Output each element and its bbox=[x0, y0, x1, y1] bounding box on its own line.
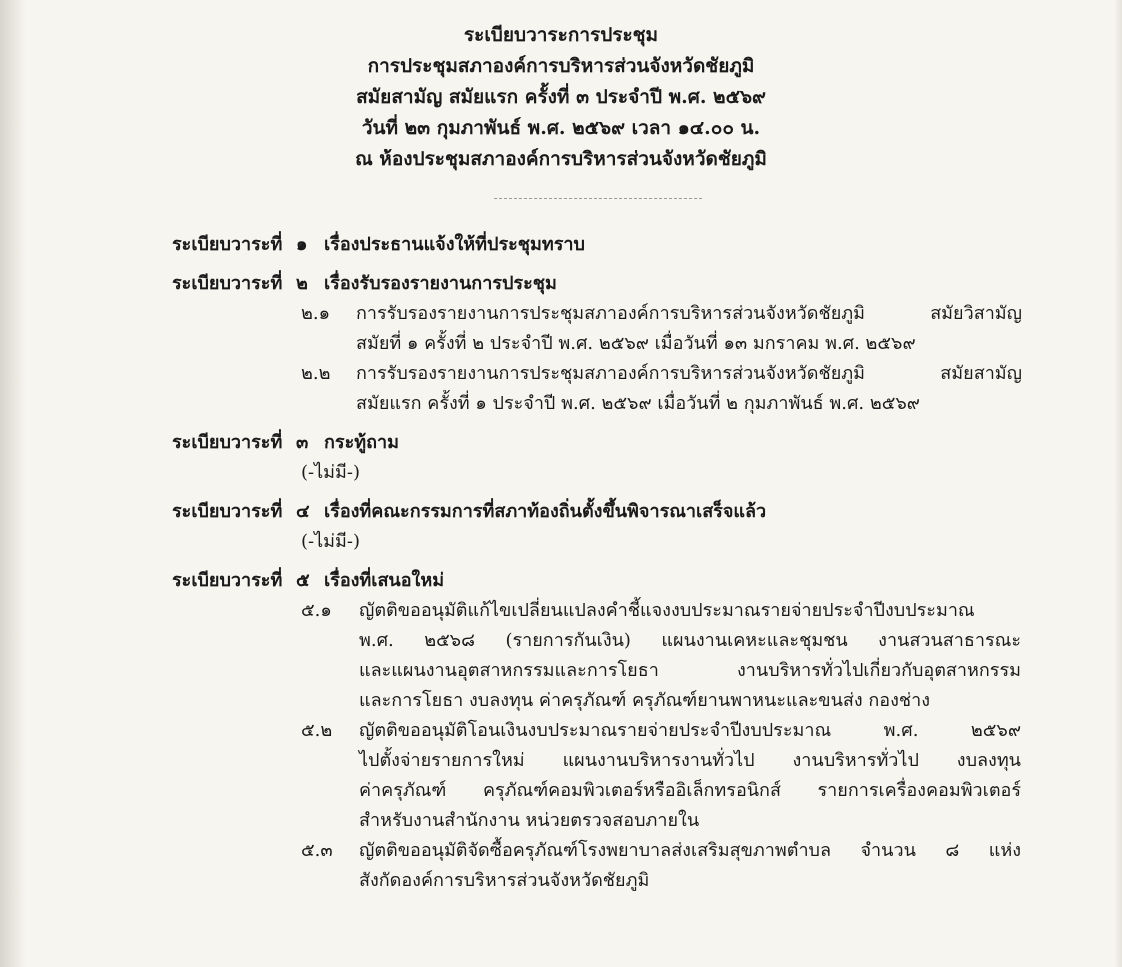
agenda-title: กระทู้ถาม bbox=[324, 432, 399, 453]
header-organization: การประชุมสภาองค์การบริหารส่วนจังหวัดชัยภูมิ bbox=[367, 55, 755, 77]
agenda-item-4 bbox=[172, 497, 1022, 557]
sub-item-text: การรับรองรายงานการประชุมสภาองค์การบริหารส่วนจังหวัดชัยภูมิ สมัยวิสามัญ bbox=[356, 303, 1022, 324]
agenda-title: เรื่องที่คณะกรรมการที่สภาท้องถิ่นตั้งขึ้นพิจารณาเสร็จแล้ว bbox=[324, 501, 767, 522]
sub-item-text: สมัยที่ ๑ ครั้งที่ ๒ ประจำปี พ.ศ. ๒๕๖๙ เมื่อวันที่ ๑๓ มกราคม พ.ศ. ๒๕๖๙ bbox=[356, 333, 916, 354]
header-date-time: วันที่ ๒๓ กุมภาพันธ์ พ.ศ. ๒๕๖๙ เวลา ๑๔.๐๐ น. bbox=[361, 117, 761, 139]
agenda-title: เรื่องประธานแจ้งให้ที่ประชุมทราบ bbox=[324, 234, 585, 255]
agenda-label: ระเบียบวาระที่ bbox=[172, 432, 283, 453]
agenda-label: ระเบียบวาระที่ bbox=[172, 570, 283, 591]
agenda-list bbox=[172, 230, 1022, 905]
sub-item-text: สังกัดองค์การบริหารส่วนจังหวัดชัยภูมิ bbox=[359, 870, 650, 891]
sub-item-text: สมัยแรก ครั้งที่ ๑ ประจำปี พ.ศ. ๒๕๖๙ เมื่อวันที่ ๒ กุมภาพันธ์ พ.ศ. ๒๕๖๙ bbox=[356, 393, 920, 414]
agenda-number: ๑ bbox=[296, 234, 308, 255]
sub-item bbox=[301, 836, 1022, 896]
sub-item-number: ๒.๑ bbox=[301, 303, 331, 324]
sub-item-text: ไปตั้งจ่ายรายการใหม่ แผนงานบริหารงานทั่วไป งานบริหารทั่วไป งบลงทุน bbox=[359, 750, 1021, 771]
sub-item-number: ๒.๒ bbox=[301, 363, 331, 384]
agenda-item-2 bbox=[172, 269, 1022, 419]
agenda-item-5 bbox=[172, 566, 1022, 896]
sub-item-text: ญัตติขออนุมัติแก้ไขเปลี่ยนแปลงคำชี้แจงงบประมาณรายจ่ายประจำปีงบประมาณ bbox=[359, 600, 975, 621]
sub-item bbox=[301, 716, 1022, 836]
agenda-title: เรื่องที่เสนอใหม่ bbox=[324, 570, 445, 591]
header-divider bbox=[494, 198, 702, 199]
agenda-label: ระเบียบวาระที่ bbox=[172, 501, 283, 522]
agenda-number: ๓ bbox=[296, 432, 309, 453]
sub-item-text: สำหรับงานสำนักงาน หน่วยตรวจสอบภายใน bbox=[359, 810, 700, 831]
agenda-none-note: (-ไม่มี-) bbox=[301, 462, 360, 483]
header-title: ระเบียบวาระการประชุม bbox=[463, 24, 659, 46]
sub-item-number: ๕.๒ bbox=[301, 720, 333, 741]
agenda-label: ระเบียบวาระที่ bbox=[172, 234, 283, 255]
agenda-item-3 bbox=[172, 428, 1022, 488]
sub-item bbox=[301, 596, 1022, 716]
agenda-label: ระเบียบวาระที่ bbox=[172, 273, 283, 294]
sub-item-text: ญัตติขออนุมัติจัดซื้อครุภัณฑ์โรงพยาบาลส่งเสริมสุขภาพตำบล จำนวน ๘ แห่ง bbox=[359, 840, 1021, 861]
agenda-none-note: (-ไม่มี-) bbox=[301, 531, 360, 552]
sub-item bbox=[301, 299, 1022, 359]
sub-item-text: และแผนงานอุตสาหกรรมและการโยธา งานบริหารทั่วไปเกี่ยวกับอุตสาหกรรม bbox=[359, 660, 1021, 681]
sub-item-text: ญัตติขออนุมัติโอนเงินงบประมาณรายจ่ายประจำปีงบประมาณ พ.ศ. ๒๕๖๙ bbox=[359, 720, 1021, 741]
agenda-title: เรื่องรับรองรายงานการประชุม bbox=[324, 273, 557, 294]
sub-item-text: การรับรองรายงานการประชุมสภาองค์การบริหารส่วนจังหวัดชัยภูมิ สมัยสามัญ bbox=[356, 363, 1022, 384]
agenda-number: ๒ bbox=[296, 273, 308, 294]
sub-item-number: ๕.๑ bbox=[301, 600, 332, 621]
agenda-item-1 bbox=[172, 230, 1022, 260]
sub-item bbox=[301, 359, 1022, 419]
sub-item-number: ๕.๓ bbox=[301, 840, 333, 861]
agenda-number: ๔ bbox=[296, 501, 310, 522]
document-header bbox=[0, 20, 1122, 175]
sub-item-text: และการโยธา งบลงทุน ค่าครุภัณฑ์ ครุภัณฑ์ยานพาหนะและขนส่ง กองช่าง bbox=[359, 690, 931, 711]
sub-item-text: พ.ศ. ๒๕๖๘ (รายการกันเงิน) แผนงานเคหะและชุมชน งานสวนสาธารณะ bbox=[359, 630, 1021, 651]
sub-item-text: ค่าครุภัณฑ์ ครุภัณฑ์คอมพิวเตอร์หรืออิเล็กทรอนิกส์ รายการเครื่องคอมพิวเตอร์ bbox=[359, 780, 1021, 801]
agenda-number: ๕ bbox=[296, 570, 310, 591]
header-venue: ณ ห้องประชุมสภาองค์การบริหารส่วนจังหวัดชัยภูมิ bbox=[355, 148, 767, 170]
header-session: สมัยสามัญ สมัยแรก ครั้งที่ ๓ ประจำปี พ.ศ. ๒๕๖๙ bbox=[356, 86, 766, 108]
